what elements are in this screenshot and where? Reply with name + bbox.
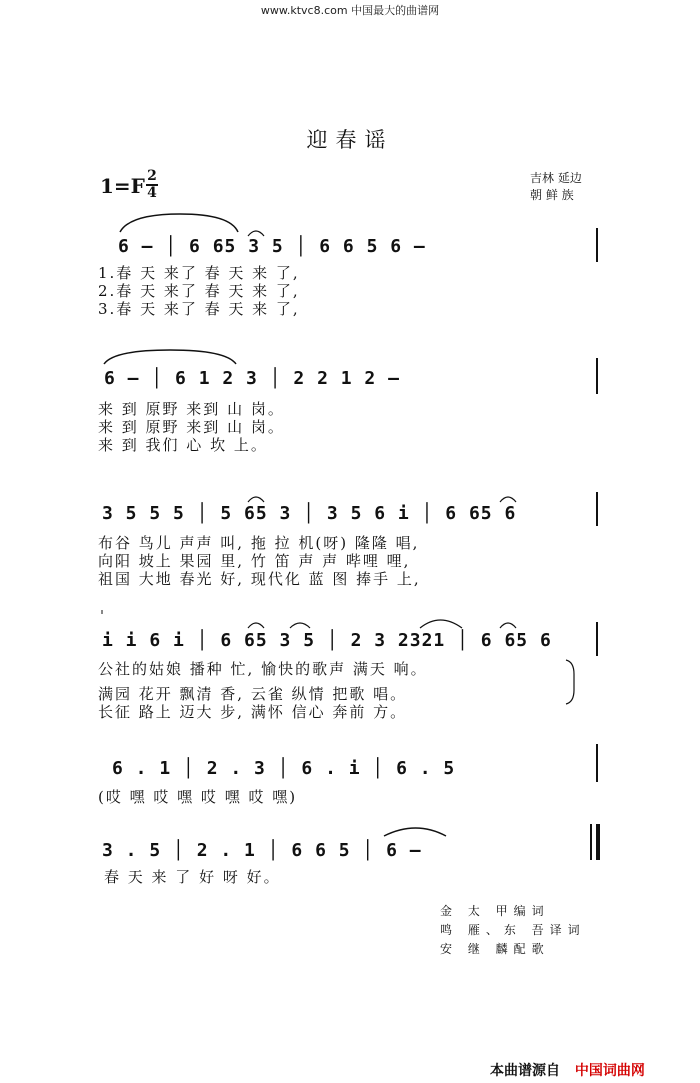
slur-small: [248, 231, 264, 236]
footer-source-text: 本曲谱源自: [490, 1063, 560, 1079]
origin-line-2: 朝 鲜 族: [530, 188, 574, 202]
lyric-line-2-1: 来 到 原野 来到 山 岗。: [98, 400, 285, 418]
lyric-line-2-3: 来 到 我们 心 坎 上。: [98, 436, 268, 454]
bracket-right: [566, 660, 574, 704]
credit-translator: 鸣 雁、东 吾译词: [440, 923, 586, 937]
key-signature: 1=F: [100, 174, 145, 198]
slur-line-2: [104, 350, 236, 364]
credit-arranger: 安 继 麟配歌: [440, 942, 550, 956]
notation-line-2: 6 – │ 6 1 2 3 │ 2 2 1 2 –: [104, 368, 400, 389]
lyric-line-3-2: 向阳 坡上 果园 里, 竹 笛 声 声 哔哩 哩,: [98, 552, 411, 570]
slur-small: [290, 623, 310, 628]
site-header: www.ktvc8.com 中国最大的曲谱网: [260, 4, 440, 17]
lyric-line-3-1: 布谷 鸟儿 声声 叫, 拖 拉 机(呀) 隆隆 唱,: [98, 534, 420, 552]
lyric-line-4-3: 长征 路上 迈大 步, 满怀 信心 奔前 方。: [98, 703, 408, 721]
time-signature-bottom: 4: [147, 185, 157, 201]
notation-line-1: 6 – │ 6 65 3 5 │ 6 6 5 6 –: [118, 236, 426, 257]
slur-small: [500, 623, 516, 628]
lyric-line-4-1: 公社的姑娘 播种 忙, 愉快的歌声 满天 响。: [98, 660, 428, 678]
lyric-line-3-3: 祖国 大地 春光 好, 现代化 蓝 图 捧手 上,: [98, 570, 421, 588]
slur-small: [500, 497, 516, 502]
notation-line-6: 3 . 5 │ 2 . 1 │ 6 6 5 │ 6 –: [102, 840, 422, 861]
lyric-line-1-3: 3.春 天 来了 春 天 来 了,: [98, 300, 300, 318]
lyric-line-5-1: (哎 嘿 哎 嘿 哎 嘿 哎 嘿): [98, 788, 298, 806]
song-title: 迎春谣: [306, 128, 394, 152]
slur-line-6: [384, 828, 446, 836]
slur-small: [248, 623, 264, 628]
lyric-line-1-1: 1.春 天 来了 春 天 来 了,: [98, 264, 300, 282]
slur-small: [248, 497, 264, 502]
lyric-line-6-1: 春 天 来 了 好 呀 好。: [104, 868, 281, 886]
slur-small: [420, 620, 462, 628]
credits: [440, 902, 586, 959]
notation-line-5: 6 . 1 │ 2 . 3 │ 6 . i │ 6 . 5: [112, 758, 456, 779]
notation-line-3: 3 5 5 5 │ 5 65 3 │ 3 5 6 i │ 6 65 6: [102, 503, 517, 524]
lyric-line-2-2: 来 到 原野 来到 山 岗。: [98, 418, 285, 436]
origin-line-1: 吉林 延边: [530, 171, 582, 185]
time-signature-top: 2: [147, 168, 157, 184]
slur-line-1: [120, 214, 238, 232]
footer-site-link[interactable]: 中国词曲网: [574, 1063, 645, 1079]
lyric-line-1-2: 2.春 天 来了 春 天 来 了,: [98, 282, 300, 300]
source-footer: [490, 1060, 645, 1080]
credit-lyricist: 金 太 甲编词: [440, 904, 550, 918]
notation-line-4: i i 6 i │ 6 65 3 5 │ 2 3 2321 │ 6 65 6: [102, 630, 552, 651]
lyric-line-4-2: 满园 花开 飘清 香, 云雀 纵情 把歌 唱。: [98, 685, 408, 703]
